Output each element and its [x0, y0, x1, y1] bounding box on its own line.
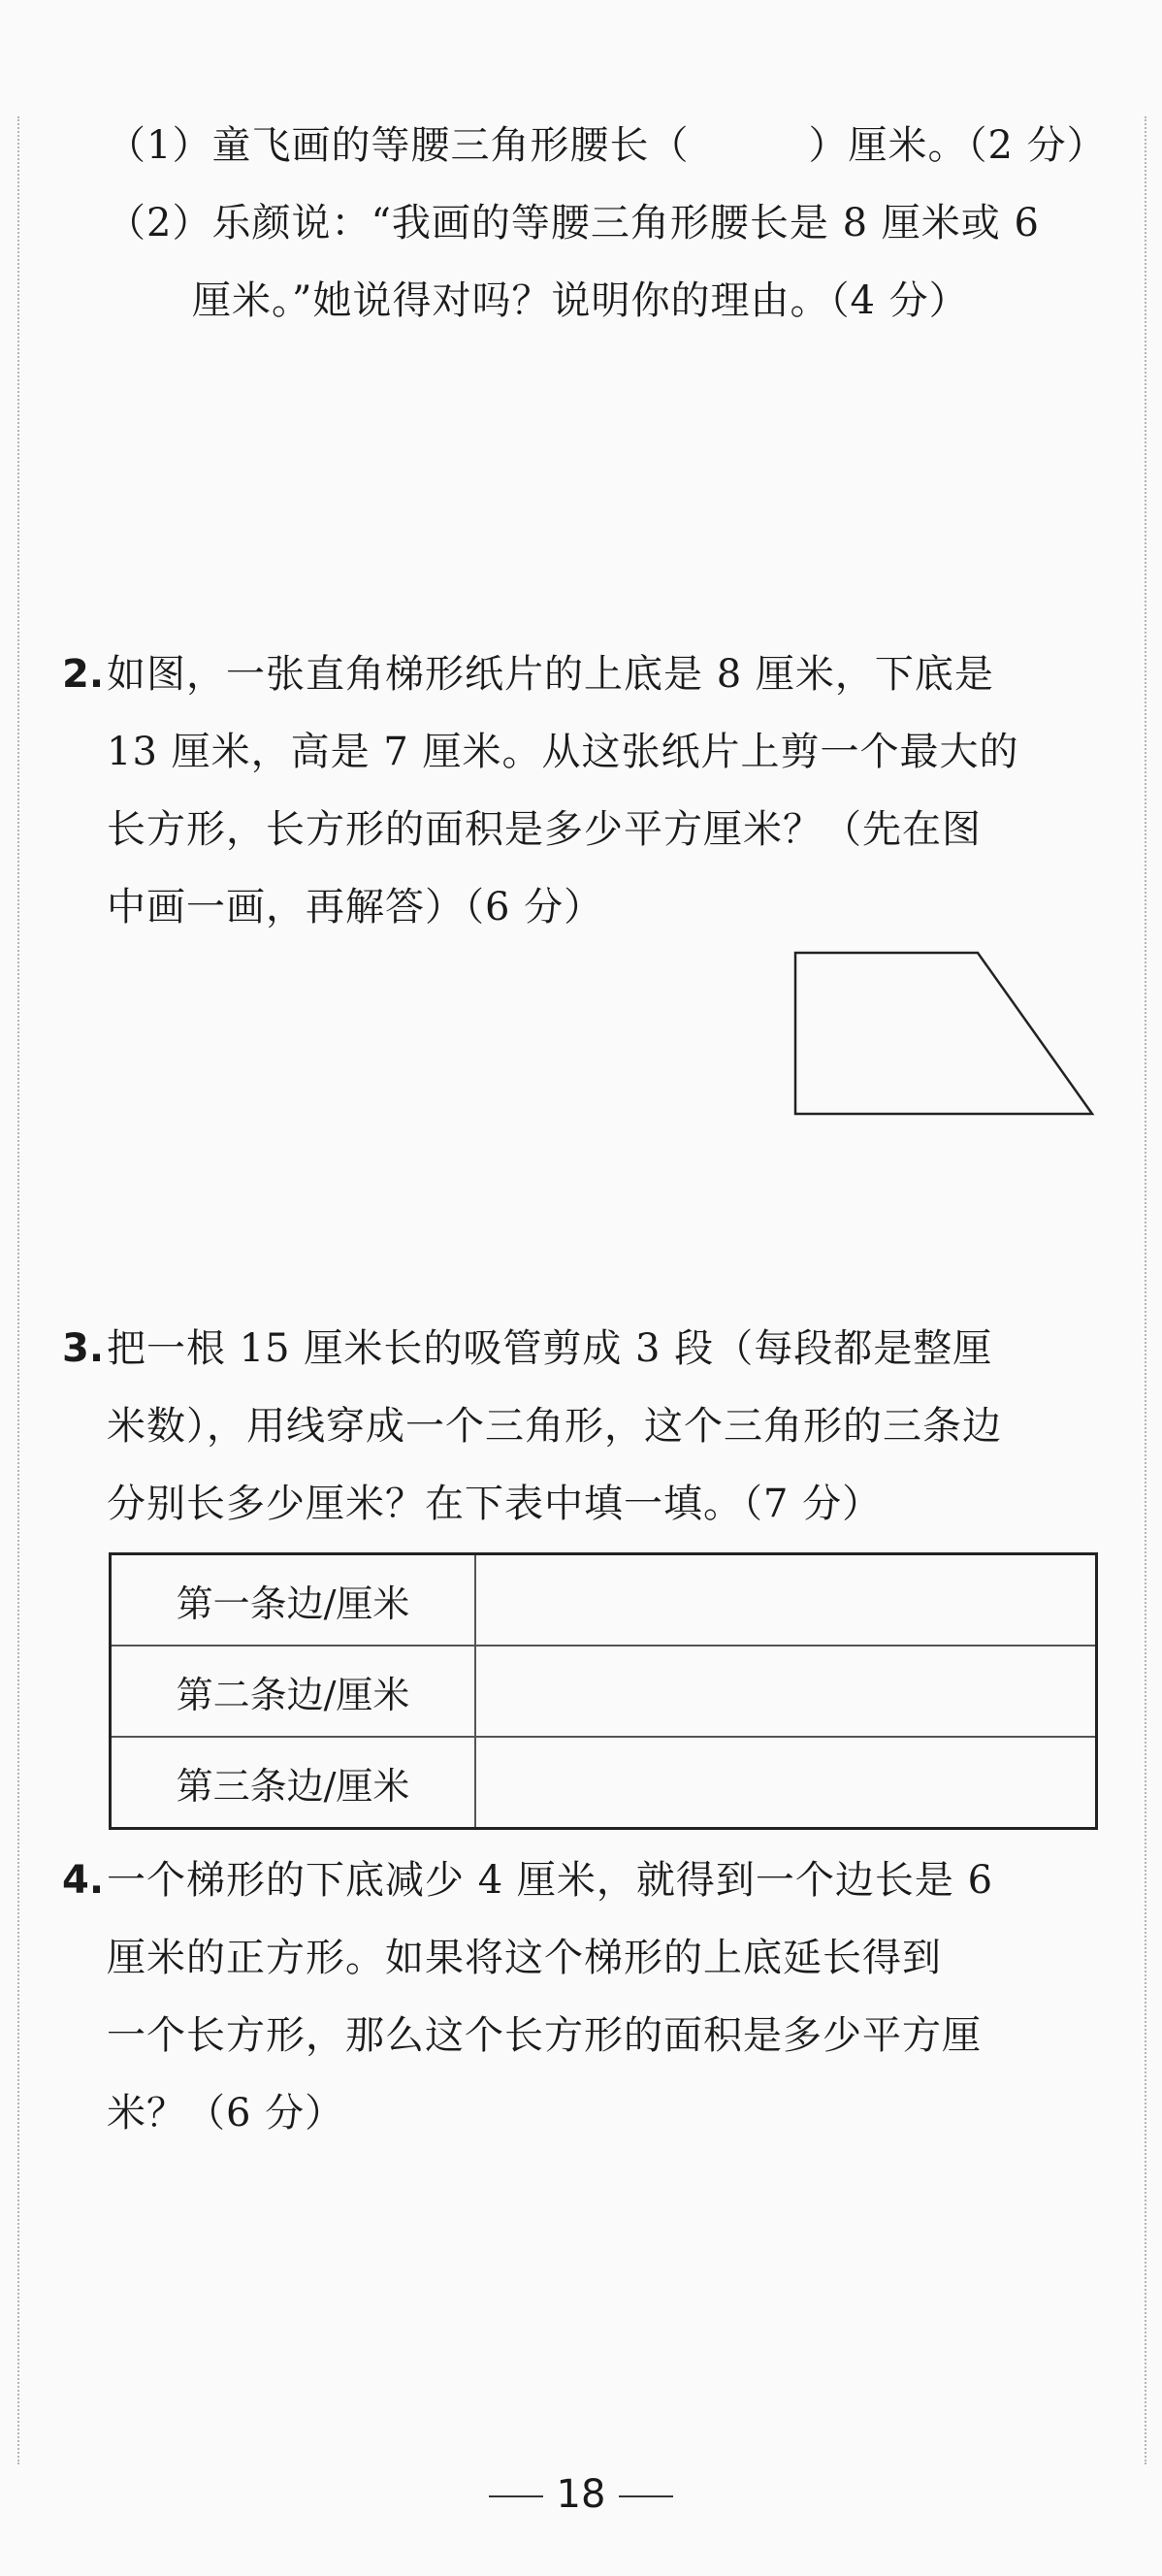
q2-number: 2.	[62, 652, 105, 697]
q4-line: 厘米的正方形。如果将这个梯形的上底延长得到	[107, 1936, 942, 1980]
right-margin-dotted-line	[1145, 116, 1146, 2464]
q3-line: 米数），用线穿成一个三角形，这个三角形的三条边	[107, 1404, 1002, 1449]
q4-number: 4.	[62, 1858, 105, 1903]
q2-line: 长方形，长方形的面积是多少平方厘米？（先在图	[107, 807, 982, 852]
q1-part2-line1: （2）乐颜说：“我画的等腰三角形腰长是 8 厘米或 6	[107, 201, 1040, 245]
q2-line: 中画一画，再解答）（6 分）	[107, 885, 604, 929]
q3-line: 分别长多少厘米？在下表中填一填。（7 分）	[107, 1482, 883, 1526]
row-label: 第二条边/厘米	[111, 1646, 476, 1737]
answer-cell[interactable]	[475, 1646, 1097, 1737]
page-number: 18	[556, 2472, 606, 2517]
q4-line: 一个梯形的下底减少 4 厘米，就得到一个边长是 6	[107, 1858, 994, 1903]
table-row	[111, 1737, 1097, 1829]
row-label: 第一条边/厘米	[111, 1554, 476, 1647]
row-label: 第三条边/厘米	[111, 1737, 476, 1829]
q1-part2-line2: 厘米。”她说得对吗？说明你的理由。（4 分）	[192, 278, 969, 323]
right-trapezoid-figure	[793, 951, 1114, 1125]
table-row	[111, 1554, 1097, 1647]
q4-line: 米？（6 分）	[107, 2091, 345, 2136]
q1-part1: （1）童飞画的等腰三角形腰长（ ）厘米。（2 分）	[107, 123, 1107, 168]
answer-cell[interactable]	[475, 1554, 1097, 1647]
q4-line: 一个长方形，那么这个长方形的面积是多少平方厘	[107, 2013, 982, 2058]
answer-cell[interactable]	[475, 1737, 1097, 1829]
dash-decoration	[489, 2495, 543, 2497]
left-margin-dotted-line	[17, 116, 19, 2464]
q2-line: 13 厘米，高是 7 厘米。从这张纸片上剪一个最大的	[107, 730, 1019, 774]
q3-line: 把一根 15 厘米长的吸管剪成 3 段（每段都是整厘	[107, 1326, 993, 1371]
page-number-footer	[0, 2472, 1162, 2517]
q2-line: 如图，一张直角梯形纸片的上底是 8 厘米，下底是	[107, 652, 994, 697]
dash-decoration	[619, 2495, 673, 2497]
triangle-sides-table	[109, 1552, 1098, 1830]
q3-number: 3.	[62, 1326, 105, 1371]
table-row	[111, 1646, 1097, 1737]
